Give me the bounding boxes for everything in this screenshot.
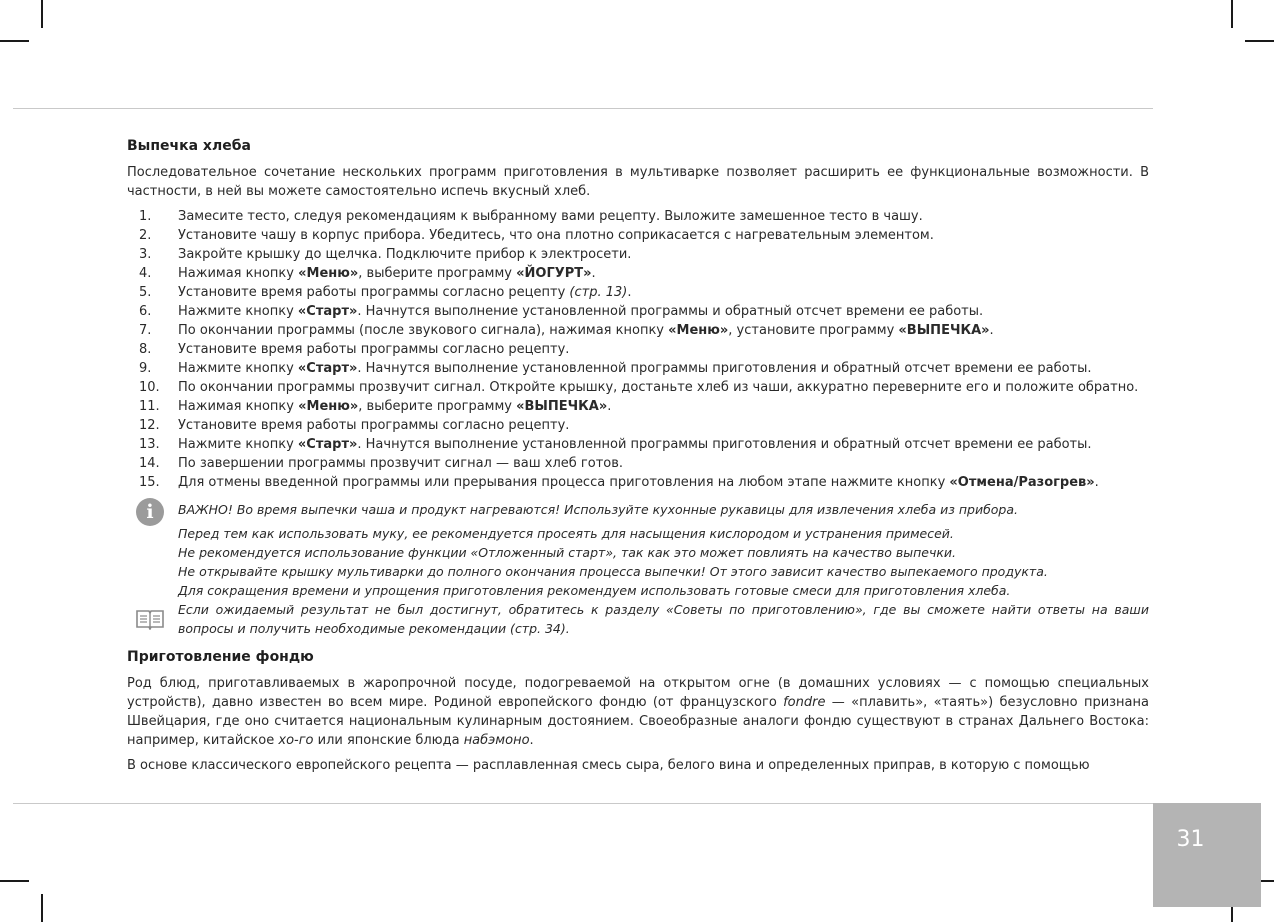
bold-term: «Меню» [668, 323, 729, 338]
step-number: 5. [139, 285, 152, 300]
text-run: . Начнутся выполнение установленной программы приготовления и обратный отсчет времени ее работы. [357, 361, 1092, 376]
step-text [178, 359, 1149, 378]
step-item [127, 397, 1149, 416]
text-run: , выберите программу [358, 399, 517, 414]
fondue-paragraph-2: В основе классического европейского рецепта — расплавленная смесь сыра, белого вина и определенных приправ, в которую с помощью [127, 758, 1090, 773]
step-item [127, 245, 1149, 264]
header-rule [13, 108, 1153, 109]
text-run: или японские блюда [313, 733, 464, 748]
crop-mark-bottom-left-v [41, 894, 43, 922]
footer-rule [13, 803, 1153, 804]
step-number: 6. [139, 304, 152, 319]
text-run: Род блюд, приготавливаемых в жаропрочной посуде, подогреваемой на открытом огне (в домашних условиях — с помощью специальных устройств), давно известен во всем мире. Родиной европейского фондю (от французского [127, 676, 1149, 710]
italic-term: набэмоно [463, 733, 530, 748]
step-number: 10. [139, 380, 160, 395]
text-run: Закройте крышку до щелчка. Подключите прибор к электросети. [178, 247, 632, 262]
step-item [127, 207, 1149, 226]
step-text [178, 207, 1149, 226]
bold-term: «ВЫПЕЧКА» [516, 399, 608, 414]
text-run: , выберите программу [358, 266, 517, 281]
step-item [127, 378, 1149, 397]
step-text [178, 397, 1149, 416]
page-number: 31 [1176, 827, 1205, 852]
text-run: — «плавить», «таять») безусловно признана Швейцария, где оно считается национальным кулинарным достоянием. Своеобразные аналоги фондю существуют в странах Дальнего Востока: например, китайское [127, 695, 1149, 748]
text-run: . [1094, 475, 1099, 490]
step-number: 15. [139, 475, 160, 490]
section-title-bread: Выпечка хлеба [127, 138, 251, 154]
text-run: . [989, 323, 994, 338]
text-run: Нажимая кнопку [178, 266, 299, 281]
step-number: 2. [139, 228, 152, 243]
italic-term: (стр. 13) [569, 285, 628, 300]
italic-term: fondre [783, 695, 826, 710]
tip-line: Для сокращения времени и упрощения приготовления рекомендуем использовать готовые смеси для приготовления хлеба. [178, 583, 1011, 598]
text-run: Нажмите кнопку [178, 304, 298, 319]
text-run: Нажимая кнопку [178, 399, 299, 414]
text-run: . [529, 733, 534, 748]
warning-note [127, 500, 1149, 524]
step-number: 1. [139, 209, 152, 224]
step-item [127, 416, 1149, 435]
tip-line: Не рекомендуется использование функции «Отложенный старт», так как это может повлиять на качество выпечки. [178, 545, 957, 560]
tip-line: Перед тем как использовать муку, ее рекомендуется просеять для насыщения кислородом и устранения примесей. [178, 526, 954, 541]
step-number: 13. [139, 437, 160, 452]
step-item [127, 473, 1149, 492]
step-number: 3. [139, 247, 152, 262]
bold-term: «Старт» [297, 304, 358, 319]
step-item [127, 302, 1149, 321]
warning-text: ВАЖНО! Во время выпечки чаша и продукт нагреваются! Используйте кухонные рукавицы для извлечения хлеба из прибора. [178, 502, 1018, 517]
text-run: . [607, 399, 612, 414]
text-run: Установите время работы программы согласно рецепту. [178, 418, 570, 433]
step-number: 7. [139, 323, 152, 338]
step-number: 11. [139, 399, 160, 414]
step-text [178, 454, 1149, 473]
step-number: 8. [139, 342, 152, 357]
step-item [127, 321, 1149, 340]
text-run: Установите время работы программы согласно рецепту. [178, 342, 570, 357]
book-icon [135, 608, 165, 630]
step-text [178, 302, 1149, 321]
text-run: . [591, 266, 596, 281]
info-icon: i [136, 498, 164, 526]
steps-list [127, 207, 1149, 492]
text-run: Для отмены введенной программы или прерывания процесса приготовления на любом этапе нажмите кнопку [178, 475, 950, 490]
text-run: По окончании программы (после звукового сигнала), нажимая кнопку [178, 323, 669, 338]
text-run: Установите время работы программы согласно рецепту [178, 285, 570, 300]
step-text [178, 226, 1149, 245]
text-run: . [627, 285, 632, 300]
bold-term: «Меню» [298, 266, 359, 281]
step-text [178, 245, 1149, 264]
step-text [178, 416, 1149, 435]
text-run: . Начнутся выполнение установленной программы приготовления и обратный отсчет времени ее работы. [357, 437, 1092, 452]
crop-mark-top-right-h [1245, 40, 1274, 42]
step-item [127, 359, 1149, 378]
tip-line: Если ожидаемый результат не был достигнут, обратитесь к разделу «Советы по приготовлению», где вы сможете найти ответы на ваши вопросы и получить необходимые рекомендации (стр. 34). [178, 602, 1149, 636]
step-text [178, 473, 1149, 492]
tip-line: Не открывайте крышку мультиварки до полного окончания процесса выпечки! От этого зависит качество выпекаемого продукта. [178, 564, 1048, 579]
tips-note [127, 524, 1149, 638]
bold-term: «Старт» [297, 437, 358, 452]
step-text [178, 378, 1149, 397]
step-item [127, 264, 1149, 283]
bold-term: «ВЫПЕЧКА» [898, 323, 990, 338]
bold-term: «Отмена/Разогрев» [949, 475, 1095, 490]
text-run: . Начнутся выполнение установленной программы и обратный отсчет времени ее работы. [357, 304, 984, 319]
intro-paragraph: Последовательное сочетание нескольких программ приготовления в мультиварке позволяет расширить ее функциональные возможности. В частности, в ней вы можете самостоятельно испечь вкусный хлеб. [127, 165, 1149, 199]
crop-mark-top-left-v [41, 0, 43, 28]
crop-mark-top-right-v [1231, 0, 1233, 28]
bold-term: «Меню» [298, 399, 359, 414]
step-text [178, 264, 1149, 283]
text-run: , установите программу [728, 323, 899, 338]
text-run: Установите чашу в корпус прибора. Убедитесь, что она плотно соприкасается с нагревательным элементом. [178, 228, 934, 243]
step-number: 14. [139, 456, 160, 471]
crop-mark-top-left-h [0, 40, 29, 42]
page-content [127, 137, 1149, 775]
section-title-fondue: Приготовление фондю [127, 649, 314, 665]
step-number: 4. [139, 266, 152, 281]
text-run: По завершении программы прозвучит сигнал — ваш хлеб готов. [178, 456, 624, 471]
crop-mark-bottom-left-h [0, 880, 29, 882]
step-item [127, 283, 1149, 302]
step-text [178, 340, 1149, 359]
bold-term: «Старт» [297, 361, 358, 376]
bold-term: «ЙОГУРТ» [516, 266, 592, 281]
step-text [178, 321, 1149, 340]
step-number: 12. [139, 418, 160, 433]
step-item [127, 454, 1149, 473]
step-number: 9. [139, 361, 152, 376]
italic-term: хо-го [278, 733, 314, 748]
fondue-paragraph-1 [127, 674, 1149, 750]
text-run: Нажмите кнопку [178, 361, 298, 376]
step-item [127, 435, 1149, 454]
step-text [178, 283, 1149, 302]
step-item [127, 226, 1149, 245]
step-item [127, 340, 1149, 359]
step-text [178, 435, 1149, 454]
page-number-box [1153, 803, 1261, 907]
text-run: Нажмите кнопку [178, 437, 298, 452]
text-run: Замесите тесто, следуя рекомендациям к выбранному вами рецепту. Выложите замешенное тесто в чашу. [178, 209, 923, 224]
text-run: По окончании программы прозвучит сигнал. Откройте крышку, достаньте хлеб из чаши, аккуратно переверните его и положите обратно. [178, 380, 1139, 395]
